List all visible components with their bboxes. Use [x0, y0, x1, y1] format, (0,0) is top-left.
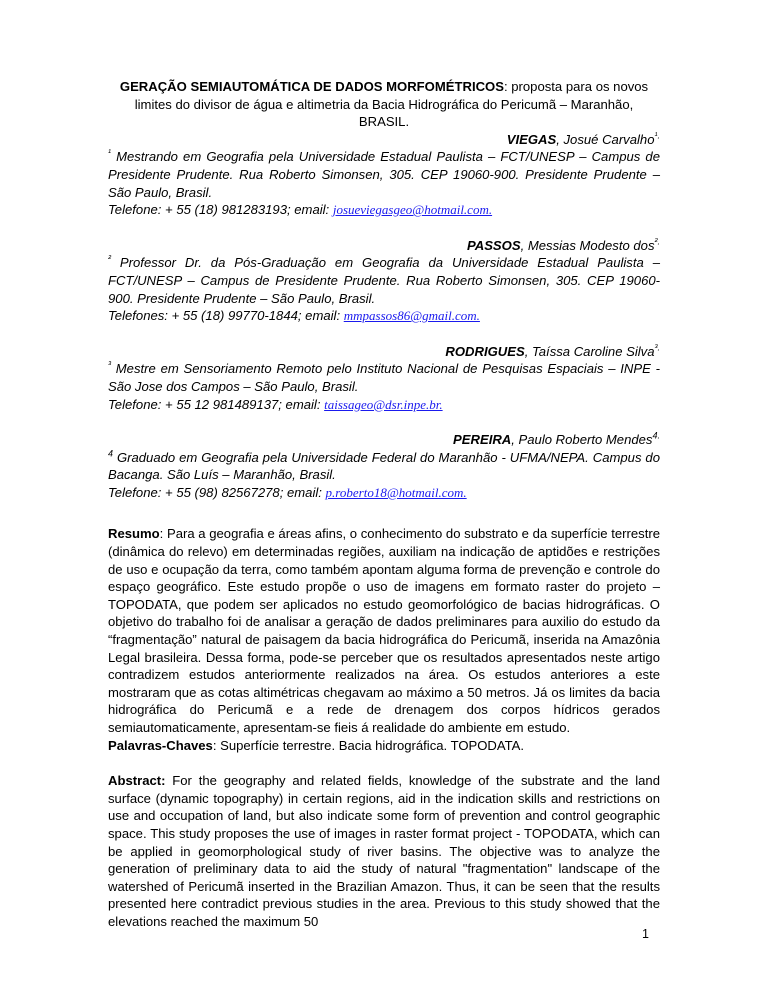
affiliation-text: Professor Dr. da Pós-Graduação em Geografia da Universidade Estadual Paulista – FCT/UNESP – Campus de Presidente Prudente. Rua Roberto Simonsen, 305. CEP 19060-900. Presidente Prudente – São Paulo, Brasil. [108, 255, 660, 306]
affiliation-text: Mestre em Sensoriamento Remoto pelo Instituto Nacional de Pesquisas Espaciais – INPE - São Jose dos Campos – São Paulo, Brasil. [108, 361, 660, 394]
email-link[interactable]: p.roberto18@hotmail.com. [325, 484, 467, 500]
resumo-label: Resumo [108, 526, 160, 542]
email-link[interactable]: mmpassos86@gmail.com. [343, 308, 480, 324]
affiliation-3 [108, 360, 660, 395]
resumo-text: : Para a geografia e áreas afins, o conhecimento do substrato e da superfície terrestre (dinâmica do relevo) em determinadas regiões, auxiliam na indicação de aptidões e restrições de uso e ocupação da terra, como também apontam alguma forma de prevenção e controle do espaço geográfico. Este estudo propõe o uso de imagens em formato raster do projeto – TOPODATA, que podem ser aplicados no estudo geomorfológico de bacias hidrográficas. O objetivo do trabalho foi de analisar a geração de dados preliminares para auxilio do estudo da “fragmentação” natural de paisagem da bacia hidrográfica do Pericumã, inserida na Amazônia Legal brasileira. Dessa forma, pode-se perceber que os resultados apresentados neste artigo contradizem estudos anteriormente realizados na área. Os estudos anteriores a este mostraram que as cotas altimétricas chegavam ao máximo a 50 metros. Já os limites da bacia hidrográfica do Pericumã e a rede de drenagem dos corpos hídricos gerados semiautomaticamente, apresentam-se fieis á realidade do ambiente em estudo. [108, 526, 660, 735]
contact-4 [108, 484, 660, 502]
affiliation-marker: ² [108, 253, 111, 264]
affiliation-marker: ¹ [108, 148, 111, 159]
contact-2 [108, 307, 660, 325]
affiliation-text: Graduado em Geografia pela Universidade Federal do Maranhão - UFMA/NEPA. Campus do Bacanga. São Luís – Maranhão, Brasil. [108, 449, 660, 483]
paper-title [108, 78, 660, 131]
email-link[interactable]: josueviegasgeo@hotmail.com. [332, 202, 493, 218]
author-given-name: , Taíssa Caroline Silva [524, 343, 655, 359]
title-rest: : proposta para os novos limites do divisor de água e altimetria da Bacia Hidrográfica do Pericumã – Maranhão, BRASIL. [134, 79, 649, 130]
author-surname: PEREIRA [453, 432, 512, 448]
author-marker: ². [654, 236, 660, 247]
author-2 [108, 237, 660, 255]
author-surname: RODRIGUES [445, 343, 525, 359]
affiliation-1 [108, 148, 660, 201]
keywords-line [108, 737, 660, 755]
author-4 [108, 431, 660, 449]
resumo-paragraph [108, 525, 660, 736]
title-bold: GERAÇÃO SEMIAUTOMÁTICA DE DADOS MORFOMÉTRICOS [119, 79, 504, 94]
contact-text: Telefone: + 55 (98) 82567278; email: [108, 484, 326, 500]
contact-text: Telefone: + 55 12 981489137; email: [108, 396, 325, 412]
page-number: 1 [642, 927, 649, 941]
contact-text: Telefones: + 55 (18) 99770-1844; email: [108, 308, 344, 324]
contact-1 [108, 201, 660, 219]
affiliation-2 [108, 254, 660, 307]
author-1 [108, 131, 660, 149]
author-given-name: , Paulo Roberto Mendes [511, 432, 653, 448]
contact-text: Telefone: + 55 (18) 981283193; email: [108, 202, 333, 218]
author-given-name: , Messias Modesto dos [520, 237, 655, 253]
contact-3 [108, 396, 660, 414]
author-marker: 4. [652, 430, 660, 441]
email-link[interactable]: taissageo@dsr.inpe.br. [324, 396, 443, 412]
author-marker: ³. [654, 342, 660, 353]
author-surname: PASSOS [466, 237, 521, 253]
paper-page [108, 78, 660, 931]
keywords-text: : Superfície terrestre. Bacia hidrográfica. TOPODATA. [212, 737, 525, 753]
author-3 [108, 343, 660, 361]
keywords-label: Palavras-Chaves [108, 737, 213, 753]
author-marker: ¹. [654, 130, 660, 141]
affiliation-4 [108, 449, 660, 484]
author-surname: VIEGAS [506, 131, 557, 147]
affiliation-marker: ³ [108, 359, 111, 370]
abstract-text: For the geography and related fields, knowledge of the substrate and the land surface (dynamic topography) in certain regions, aid in the indication skills and restrictions on use and occupation of land, but also indicate some form of prevention and control geographic space. This study proposes the use of images in raster format project - TOPODATA, which can be applied in geomorphological study of river basins. The objective was to analyze the generation of preliminary data to aid the study of natural "fragmentation" landscape of the watershed of Pericumã inserted in the Brazilian Amazon. Thus, it can be seen that the results presented here contradict previous studies in the area. Previous to this study showed that the elevations reached the maximum 50 [108, 773, 660, 929]
affiliation-text: Mestrando em Geografia pela Universidade Estadual Paulista – FCT/UNESP – Campus de Presidente Prudente. Rua Roberto Simonsen, 305. CEP 19060-900. Presidente Prudente – São Paulo, Brasil. [108, 149, 660, 200]
abstract-paragraph [108, 772, 660, 930]
abstract-label: Abstract: [108, 773, 166, 789]
author-given-name: , Josué Carvalho [556, 131, 655, 147]
affiliation-marker: 4 [108, 448, 114, 459]
